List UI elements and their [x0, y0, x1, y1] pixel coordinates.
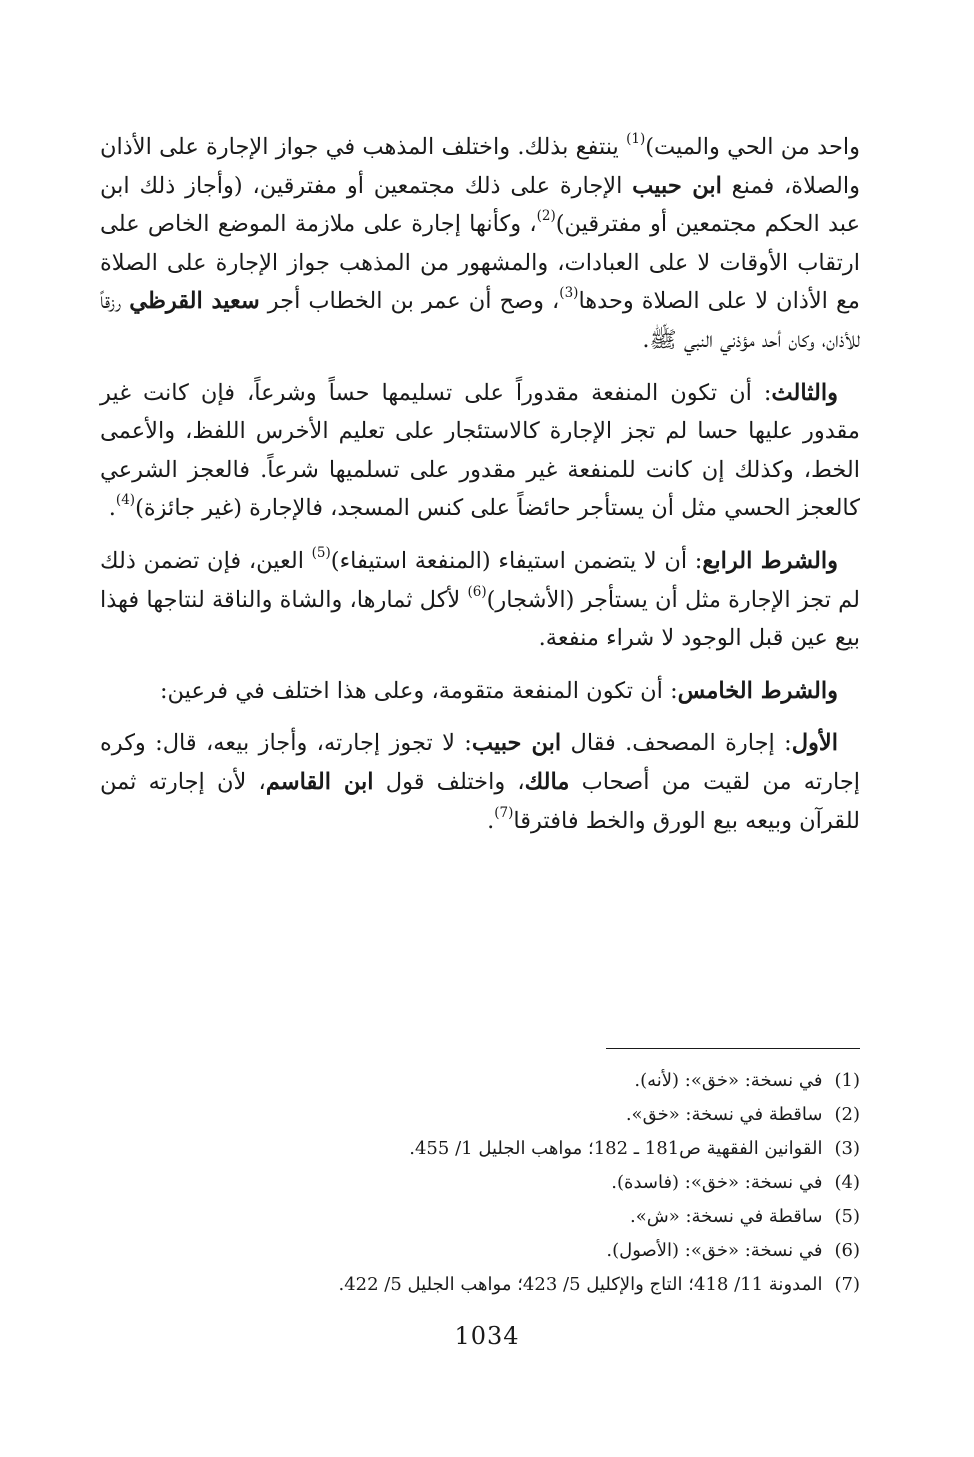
page-number: 1034	[454, 1322, 520, 1350]
footnote-number: (1)	[834, 1070, 860, 1091]
text-run: لأكل ثمارها، والشاة والناقة لنتاجها فهذا بيع عين قبل الوجود لا شراء منفعة.	[100, 586, 860, 652]
paragraph-p3	[100, 542, 860, 658]
footnote-ref: (5)	[311, 545, 331, 562]
text-run: الإجارة على ذلك مجتمعين أو مفترقين، (وأجاز ذلك ابن عبد الحكم مجتمعين أو مفترقين)	[100, 172, 860, 238]
footnotes-list	[210, 1064, 860, 1302]
text-run: : لا تجوز إجارته، وأجاز بيعه، قال: وكره إجارته من لقيت من أصحاب	[100, 730, 860, 795]
footnote-item	[210, 1064, 860, 1098]
text-run: واحد من الحي والميت)	[645, 134, 860, 160]
text-run: : إجارة المصحف. فقال	[561, 730, 792, 757]
bold-name: والشرط الرابع	[702, 547, 838, 574]
bold-name: ابن القاسم	[265, 768, 374, 795]
footnote-ref: (2)	[536, 208, 556, 225]
footnote-text: في نسخة: «خق»: (فاسدة).	[611, 1172, 823, 1193]
text-run: ينتفع بذلك. واختلف المذهب في جواز الإجارة على الأذان والصلاة، فمنع	[100, 134, 860, 199]
text-run: ، وصح أن عمر بن الخطاب أجر	[259, 288, 560, 315]
footnote-number: (3)	[834, 1138, 860, 1159]
text-run: ، واختلف قول	[373, 768, 525, 795]
text-run: : أن لا يتضمن استيفاء (المنفعة استيفاء)	[330, 547, 703, 574]
footnote-item	[210, 1234, 860, 1268]
text-run: .	[108, 495, 116, 522]
footnote-text: ساقطة في نسخة: «خق».	[625, 1104, 823, 1125]
footnote-item	[210, 1098, 860, 1132]
paragraph-p1	[100, 128, 860, 360]
footnote-item	[210, 1200, 860, 1234]
footnote-ref: (4)	[115, 492, 136, 509]
bold-name: ابن حبيب	[471, 730, 562, 757]
footnote-number: (5)	[834, 1206, 860, 1227]
footnote-text: في نسخة: «خق»: (لأنه).	[634, 1070, 823, 1091]
text-run: العين، فإن تضمن ذلك لم تجز الإجارة مثل أن يستأجر (الأشجار)	[100, 547, 860, 613]
paragraph-p4	[100, 672, 860, 711]
footnote-number: (7)	[834, 1274, 860, 1295]
footnote-text: في نسخة: «خق»: (الأصول).	[606, 1240, 823, 1261]
bold-name: والثالث	[771, 379, 838, 406]
footnote-separator	[606, 1048, 860, 1049]
text-run: : أن تكون المنفعة متقومة، وعلى هذا اختلف في فرعين:	[159, 677, 678, 704]
bold-name: الأول	[791, 730, 838, 757]
text-run: ، وكأنها إجارة على ملازمة الموضع الخاص على ارتقاب الأوقات لا على العبادات، والمشهور من المذهب جواز الإجارة على الصلاة مع الأذان لا على الصلاة وحدها	[100, 211, 860, 315]
bold-name: ابن حبيب	[632, 172, 722, 199]
text-run: .	[487, 807, 495, 834]
bold-name: والشرط الخامس	[677, 677, 838, 704]
footnote-ref: (7)	[494, 804, 514, 821]
footnote-ref: (3)	[559, 285, 579, 302]
paragraph-p2	[100, 374, 860, 528]
bold-name: مالك	[524, 768, 570, 795]
footnote-number: (6)	[834, 1240, 860, 1261]
footnote-item	[210, 1166, 860, 1200]
text-run: ، لأن إجارته ثمن للقرآن وبيعه بيع الورق والخط فافترقا	[100, 768, 860, 834]
footnote-number: (4)	[834, 1172, 860, 1193]
footnote-ref: (6)	[467, 583, 487, 600]
footnote-number: (2)	[834, 1104, 860, 1125]
footnote-text: المدونة 11/ 418؛ التاج والإكليل 5/ 423؛ مواهب الجليل 5/ 422.	[338, 1274, 823, 1295]
text-run: : أن تكون المنفعة مقدوراً على تسليمها حساً وشرعاً، فإن كانت غير مقدور عليها حسا لم تجز الإجارة كالاستئجار على تعليم الأخرس اللفظ، والأعمى الخط، وكذلك إن كانت للمنفعة غير مقدور على تسلميها شرعاً. فالعجز الشرعي كالعجز الحسي مثل أن يستأجر حائضاً على كنس المسجد، فالإجارة (غير جائزة)	[100, 379, 860, 522]
footnote-text: القوانين الفقهية ص181 ـ 182؛ مواهب الجليل 1/ 455.	[409, 1138, 823, 1159]
main-text	[100, 128, 860, 854]
text-run: رزقاً للأذان، وكان أحد مؤذني النبي ﷺ.	[100, 288, 860, 353]
footnote-item	[210, 1268, 860, 1302]
footnote-item	[210, 1132, 860, 1166]
bold-name: سعيد القرظي	[129, 288, 260, 315]
footnote-ref: (1)	[626, 131, 646, 148]
paragraph-p5	[100, 724, 860, 840]
footnote-text: ساقطة في نسخة: «ش».	[630, 1206, 823, 1227]
